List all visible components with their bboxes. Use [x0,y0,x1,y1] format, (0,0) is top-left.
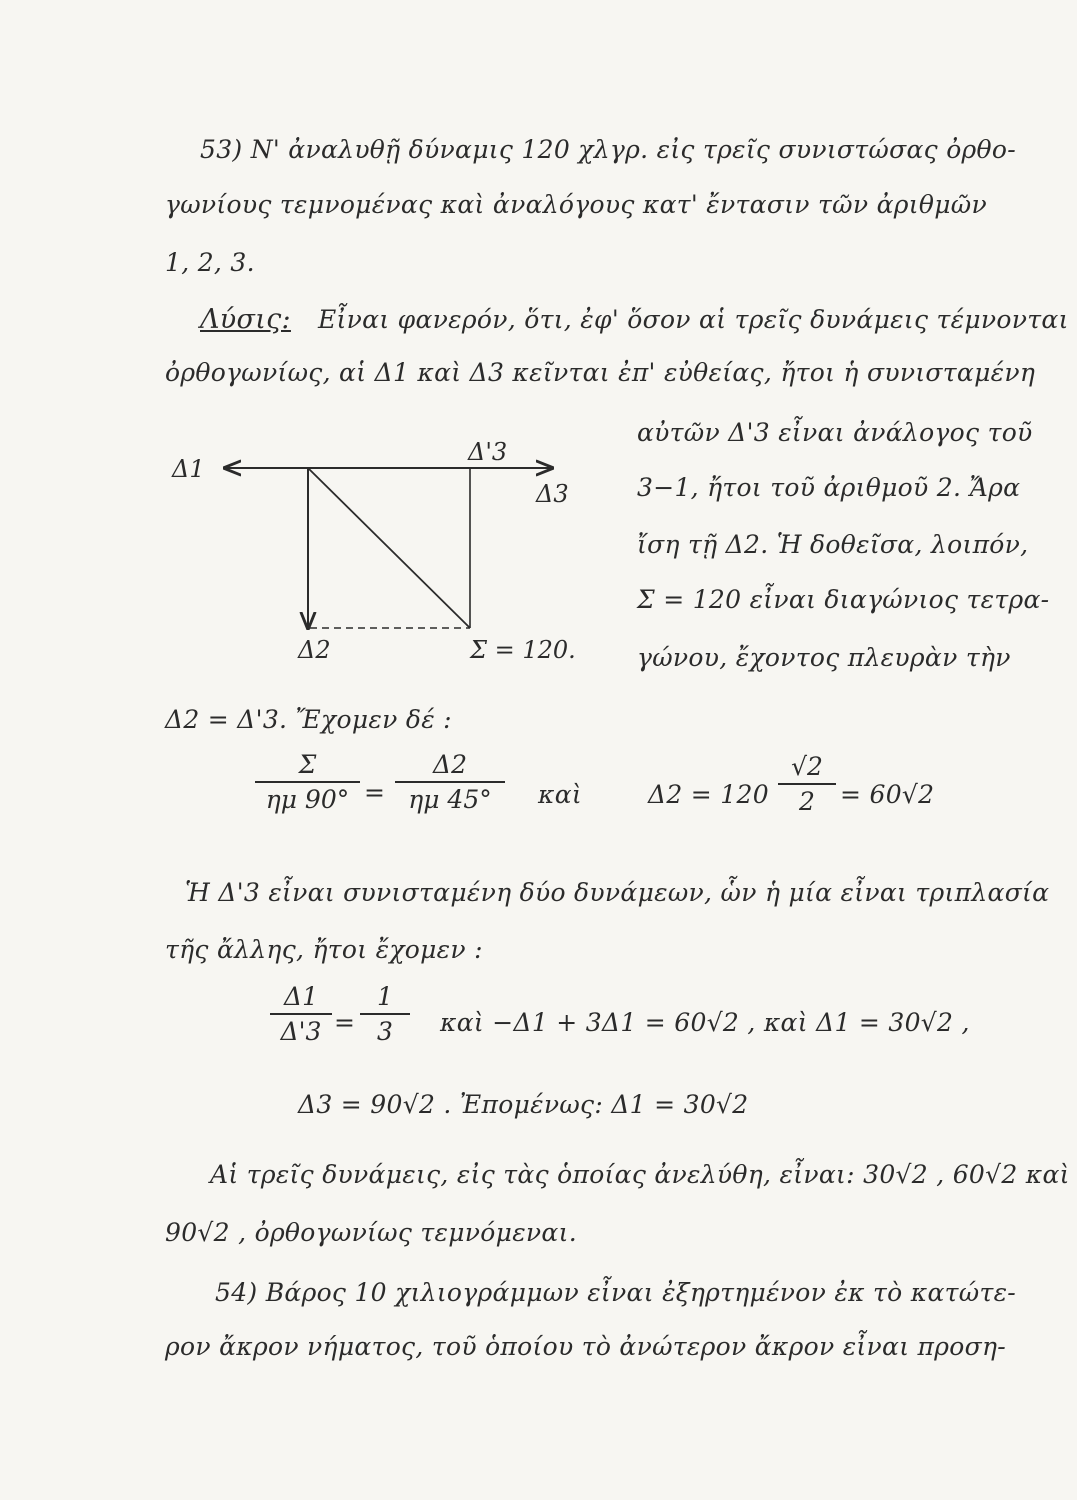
para2-line1: Ἡ Δ'3 εἶναι συνισταμένη δύο δυνάμεων, ὧν ἡ μία εἶναι τριπλασία [185,878,1050,907]
problem53-line3: 1, 2, 3. [165,248,255,277]
problem54-line2: ρον ἄκρον νήματος, τοῦ ὁποίου τὸ ἀνώτερον ἄκρον εἶναι προση- [165,1332,1007,1361]
label-d3: Δ3 [536,480,569,508]
eq2-rest: καὶ −Δ1 + 3Δ1 = 60√2 , καὶ Δ1 = 30√2 , [440,1008,970,1037]
solution-line2: ὀρθογωνίως, αἱ Δ1 καὶ Δ3 κεῖνται ἐπ' εὐθείας, ἤτοι ἡ συνισταμένη [165,358,1036,387]
conclusion-line1: Αἱ τρεῖς δυνάμεις, εἰς τὰς ὁποίας ἀνελύθη, εἶναι: 30√2 , 60√2 καὶ [210,1160,1070,1189]
fraction-sqrt2-over-2 [778,752,836,816]
eq1-rhs-left: Δ2 = 120 [648,780,769,809]
fraction-sqrt2-den: 2 [799,787,815,816]
fraction-three-den: 3 [377,1017,393,1046]
eq1-rhs-right: = 60√2 [840,780,935,809]
fraction-sigma-den: ημ 90° [265,785,350,814]
fraction-d2-num: Δ2 [433,750,467,779]
eq1-kai: καὶ [538,780,582,809]
equals-sign: = [364,778,386,807]
solution-side-line5: γώνου, ἔχοντος πλευρὰν τὴν [637,643,1011,672]
problem53-line2: γωνίους τεμνομένας καὶ ἀναλόγους κατ' ἔντασιν τῶν ἀριθμῶν [165,190,987,219]
para2-line2: τῆς ἄλλης, ἤτοι ἔχομεν : [165,935,483,964]
solution-line1: Εἶναι φανερόν, ὅτι, ἐφ' ὅσον αἱ τρεῖς δυνάμεις τέμνονται [318,305,1069,334]
fraction-d2-den: ημ 45° [408,785,492,814]
eq3-line: Δ3 = 90√2 . Ἐπομένως: Δ1 = 30√2 [298,1090,749,1119]
diagonal-sigma [308,468,470,628]
fraction-sigma [255,750,360,814]
fraction-sigma-num: Σ [298,750,317,779]
solution-side-line1: αὐτῶν Δ'3 εἶναι ἀνάλογος τοῦ [637,418,1033,447]
fraction-d2 [395,750,505,814]
solution-side-line4: Σ = 120 εἶναι διαγώνιος τετρα- [637,585,1050,614]
problem53-line1: 53) Ν' ἀναλυθῇ δύναμις 120 χλγρ. εἰς τρεῖς συνιστώσας ὀρθο- [200,135,1017,164]
label-d1: Δ1 [172,455,205,483]
conclusion-line2: 90√2 , ὀρθογωνίως τεμνόμεναι. [165,1218,577,1247]
fraction-one-third [360,982,410,1046]
label-d2: Δ2 [298,636,331,664]
fraction-d3prime-den: Δ'3 [280,1017,322,1046]
label-d3-prime: Δ'3 [468,438,508,466]
fraction-d1-over-d3prime [270,982,332,1046]
solution-line3: Δ2 = Δ'3. Ἔχομεν δέ : [165,705,452,734]
fraction-sqrt2-num: √2 [791,752,823,781]
label-sigma: Σ = 120. [470,636,576,664]
eq2-equals: = [334,1008,356,1037]
solution-side-line3: ἴση τῇ Δ2. Ἡ δοθεῖσα, λοιπόν, [637,530,1029,559]
fraction-one-num: 1 [377,982,393,1011]
solution-heading: Λύσις: [200,304,291,335]
problem54-line1: 54) Βάρος 10 χιλιογράμμων εἶναι ἐξηρτημένον ἐκ τὸ κατώτε- [215,1278,1017,1307]
fraction-d1-num: Δ1 [284,982,318,1011]
solution-side-line2: 3−1, ἤτοι τοῦ ἀριθμοῦ 2. Ἄρα [637,473,1021,502]
